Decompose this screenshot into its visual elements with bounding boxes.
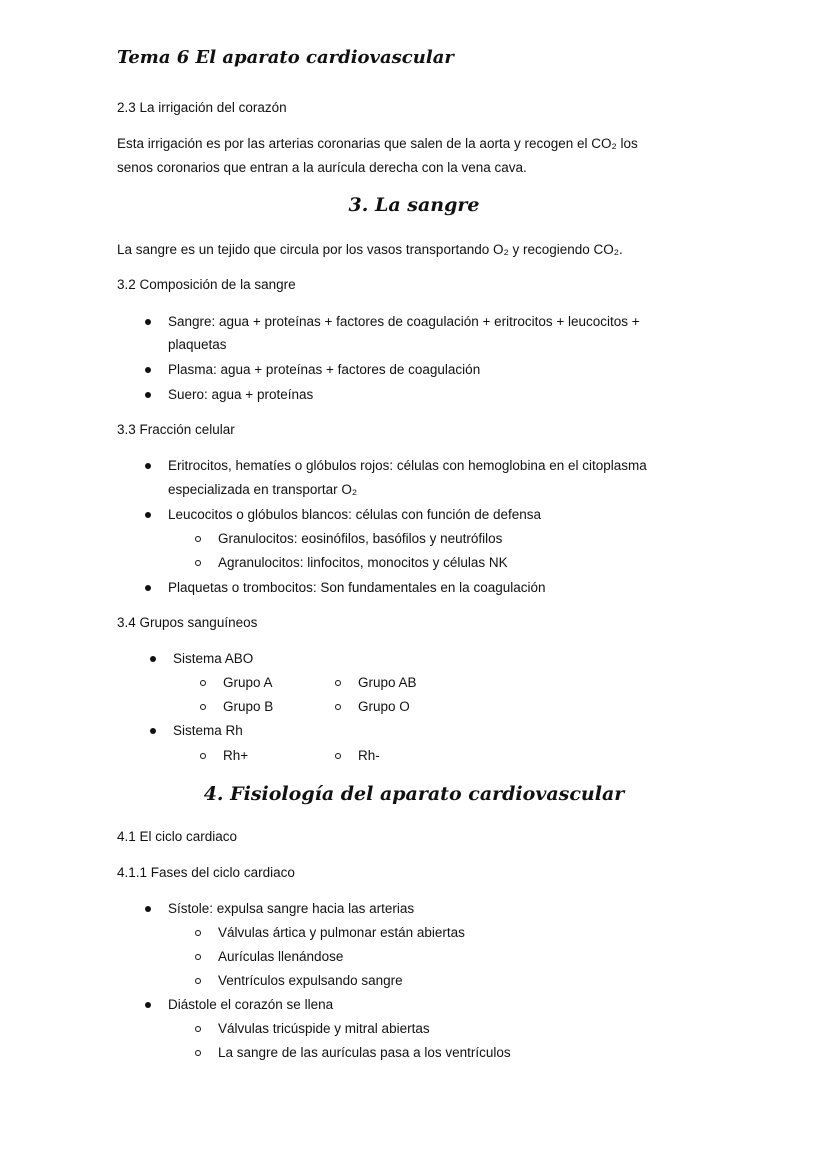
list-item: Eritrocitos, hematíes o glóbulos rojos: células con hemoglobina en el citoplasma [168, 458, 647, 473]
section-heading: 3.2 Composición de la sangre [117, 277, 296, 292]
sub-list-item: Grupo AB [358, 675, 417, 690]
list-item-continued: especializada en transportar O₂ [168, 482, 358, 497]
list-item-continued: plaquetas [168, 337, 227, 352]
bullet-icon [145, 392, 151, 398]
sub-bullet-icon [195, 954, 201, 960]
chapter-heading: 3. La sangre [348, 194, 480, 216]
sub-bullet-icon [335, 753, 341, 759]
list-item: Suero: agua + proteínas [168, 387, 314, 402]
bullet-icon [145, 463, 151, 469]
sub-list-item: Grupo O [358, 699, 410, 714]
list-item: Sistema Rh [173, 723, 243, 738]
bullet-icon [145, 367, 151, 373]
sub-list-item: Rh+ [223, 748, 249, 763]
list-item: Sístole: expulsa sangre hacia las arterias [168, 901, 415, 916]
bullet-icon [145, 1002, 151, 1008]
paragraph-line: senos coronarios que entran a la aurícula derecha con la vena cava. [117, 160, 527, 175]
section-heading: 2.3 La irrigación del corazón [117, 100, 287, 115]
list-item: Plaquetas o trombocitos: Son fundamentales en la coagulación [168, 580, 546, 595]
section-heading: 3.4 Grupos sanguíneos [117, 615, 258, 630]
sub-bullet-icon [195, 1050, 201, 1056]
sub-bullet-icon [200, 680, 206, 686]
sub-bullet-icon [200, 704, 206, 710]
sub-bullet-icon [335, 704, 341, 710]
bullet-icon [145, 585, 151, 591]
sub-bullet-icon [195, 978, 201, 984]
list-item: Diástole el corazón se llena [168, 997, 334, 1012]
section-heading: 3.3 Fracción celular [117, 422, 235, 437]
sub-list-item: La sangre de las aurículas pasa a los ventrículos [218, 1045, 511, 1060]
sub-list-item: Válvulas tricúspide y mitral abiertas [218, 1021, 430, 1036]
bullet-icon [150, 656, 156, 662]
sub-bullet-icon [195, 930, 201, 936]
sub-bullet-icon [335, 680, 341, 686]
sub-list-item: Grupo A [223, 675, 273, 690]
sub-bullet-icon [195, 560, 201, 566]
sub-bullet-icon [195, 1026, 201, 1032]
bullet-icon [145, 906, 151, 912]
document-title: Tema 6 El aparato cardiovascular [117, 47, 454, 68]
sub-bullet-icon [195, 536, 201, 542]
chapter-heading: 4. Fisiología del aparato cardiovascular [203, 783, 625, 805]
sub-list-item: Válvulas ártica y pulmonar están abiertas [218, 925, 465, 940]
sub-list-item: Ventrículos expulsando sangre [218, 973, 403, 988]
list-item: Leucocitos o glóbulos blancos: células con función de defensa [168, 507, 542, 522]
section-heading: 4.1 El ciclo cardiaco [117, 829, 238, 844]
paragraph-line: Esta irrigación es por las arterias coronarias que salen de la aorta y recogen el CO₂ los [117, 136, 638, 151]
bullet-icon [145, 319, 151, 325]
paragraph: La sangre es un tejido que circula por los vasos transportando O₂ y recogiendo CO₂. [117, 242, 623, 257]
sub-list-item: Granulocitos: eosinófilos, basófilos y neutrófilos [218, 531, 503, 546]
section-heading: 4.1.1 Fases del ciclo cardiaco [117, 865, 295, 880]
bullet-icon [150, 728, 156, 734]
list-item: Plasma: agua + proteínas + factores de coagulación [168, 362, 481, 377]
sub-bullet-icon [200, 753, 206, 759]
sub-list-item: Aurículas llenándose [218, 949, 344, 964]
sub-list-item: Rh- [358, 748, 380, 763]
list-item: Sistema ABO [173, 651, 254, 666]
list-item: Sangre: agua + proteínas + factores de coagulación + eritrocitos + leucocitos + [168, 314, 640, 329]
sub-list-item: Grupo B [223, 699, 274, 714]
bullet-icon [145, 512, 151, 518]
sub-list-item: Agranulocitos: linfocitos, monocitos y células NK [218, 555, 508, 570]
